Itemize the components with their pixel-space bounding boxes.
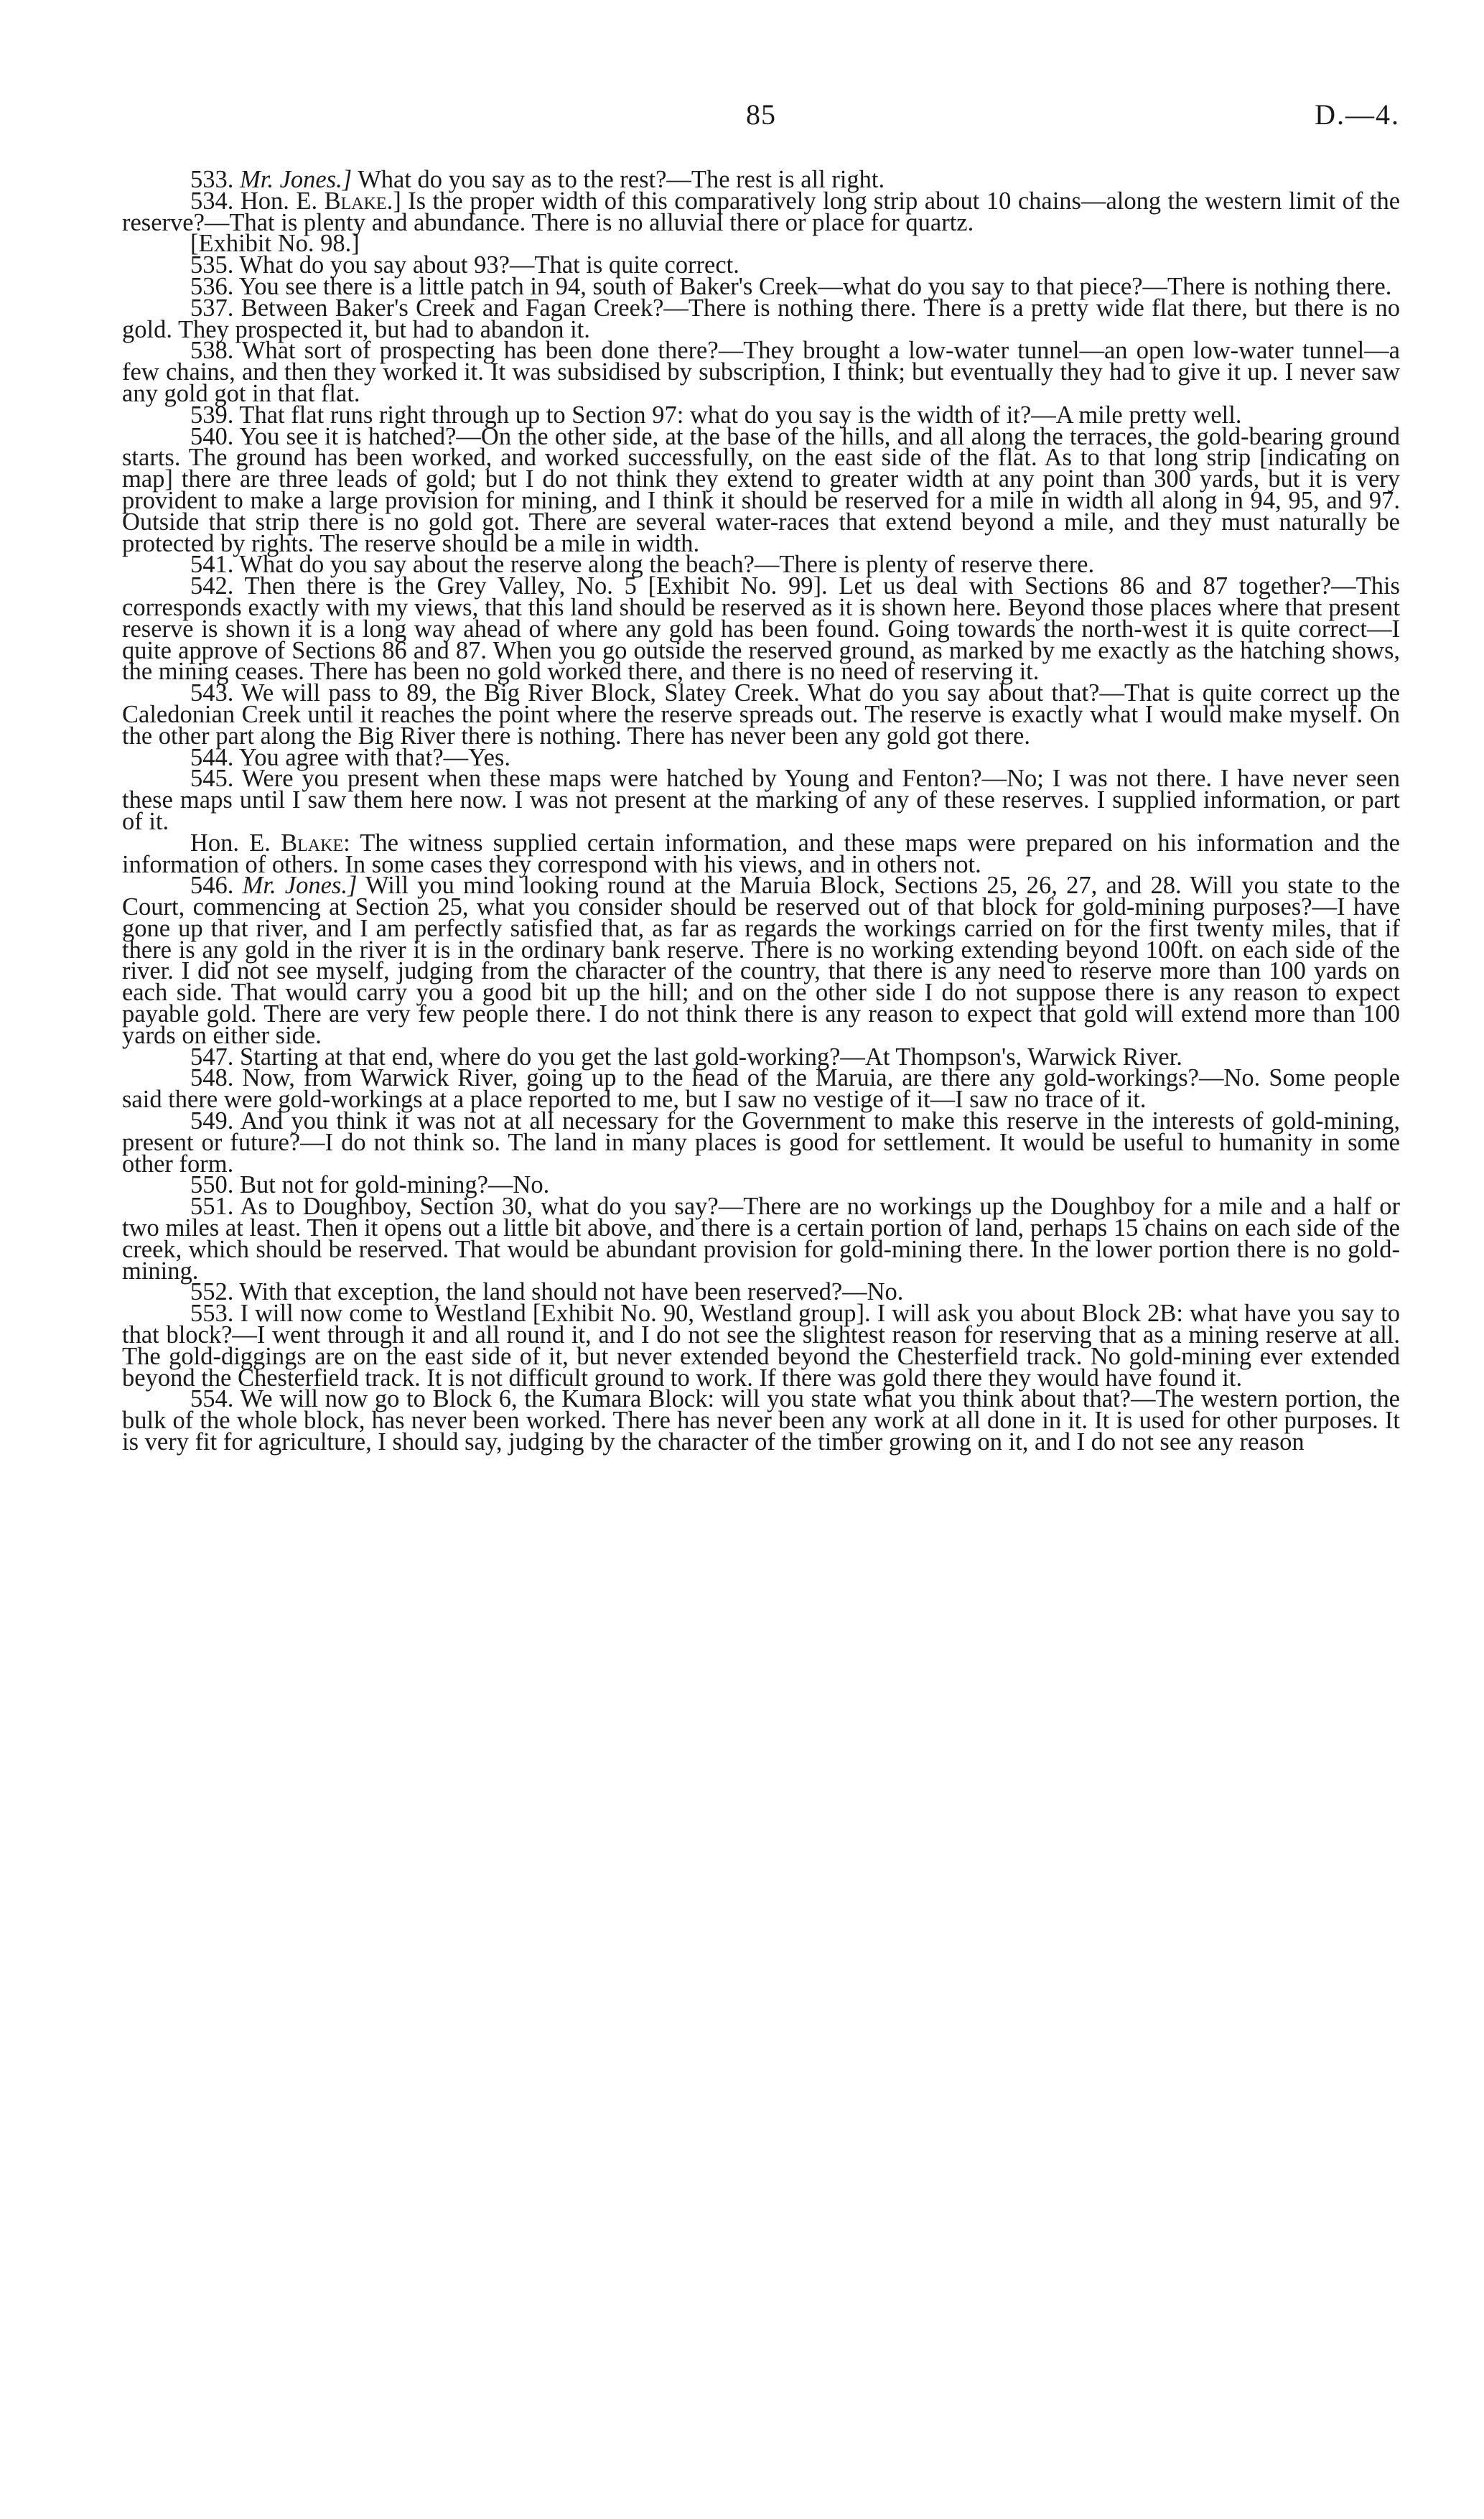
paragraph-553 [122, 1300, 1400, 1392]
paragraph-text: What do you say about 93?—That is quite correct. [239, 251, 739, 279]
paragraph-text: Then there is the Grey Valley, No. 5 [Exhibit No. 99]. Let us deal with Sections 86 and 87 together?—This corresponds exactly with my views, that this land should be reserved as it is shown here. Beyond those places where that present reserve is shown it is a long way ahead of where any gold has been found. Going towards the north-west it is quite correct—I quite approve of Sections 86 and 87. When you go outside the reserved ground, as marked by me exactly as the hatching shows, the mining ceases. There has been no gold worked there, and there is no need of reserving it. [122, 572, 1400, 686]
paragraph-text: The witness supplied certain information, and these maps were prepared on his information and the information of others. In some cases they correspond with his views, and in others not. [122, 829, 1400, 878]
page-number: 85 [746, 98, 776, 131]
paragraph-554 [122, 1385, 1400, 1456]
paragraph-text: You see it is hatched?—On the other side, at the base of the hills, and all along the terraces, the gold-bearing ground starts. The ground has been worked, and worked successfully, on the east side of the flat. As to that long strip [indicating on map] there are three leads of gold; but I do not think they extend to greater width at any point than 300 yards, but it is very provident to make a large provision for mining, and I think it should be reserved for a mile in width all along in 94, 95, and 97. Outside that strip there is no gold got. There are several water-races that extend beyond a mile, and they must naturally be protected by rights. The reserve should be a mile in width. [122, 422, 1400, 557]
question-number: 554. [190, 1385, 234, 1413]
question-number: 544. [190, 743, 234, 771]
paragraph-text: Will you mind looking round at the Maruia Block, Sections 25, 26, 27, and 28. Will you state to the Court, commencing at Section 25, what you consider should be reserved out of that block for gold-mining purposes?—I have gone up that river, and I am perfectly satisfied that, as far as regards the workings carried on for the first twenty miles, that if there is any gold in the river it is in the ordinary bank reserve. There is no working extending beyond 100ft. on each side of the river. I did not see myself, judging from the character of the country, that there is any need to reserve more than 100 yards on each side. That would carry you a good bit up the hill; and on the other side I do not suppose there is any reason to expect payable gold. There are very few people there. I do not think there is any reason to expect that gold will extend more than 100 yards on either side. [122, 872, 1400, 1049]
paragraph-542 [122, 572, 1400, 686]
paragraph-text: We will pass to 89, the Big River Block, Slatey Creek. What do you say about that?—That is quite correct up the Caledonian Creek until it reaches the point where the reserve spreads out. The reserve is exactly what I would make myself. On the other part along the Big River there is nothing. There has never been any gold got there. [122, 679, 1400, 750]
paragraph-537 [122, 294, 1401, 343]
document-body [122, 166, 1401, 1456]
question-number: 541. [190, 551, 234, 579]
paragraph-text: But not for gold-mining?—No. [240, 1171, 550, 1199]
paragraph-text: With that exception, the land should not have been reserved?—No. [239, 1278, 904, 1306]
page-header [122, 98, 1400, 141]
paragraph-text: You agree with that?—Yes. [238, 743, 510, 771]
question-number: 551. [190, 1193, 234, 1221]
speaker-surname: Blake [324, 187, 387, 215]
paragraph-text: You see there is a little patch in 94, south of Baker's Creek—what do you say to that piece?—There is nothing there. [238, 272, 1392, 300]
paragraph-text: That flat runs right through up to Section 97: what do you say is the width of it?—A mile pretty well. [239, 401, 1242, 429]
question-number: 546. [190, 872, 234, 900]
speaker-label: Hon. E. Blake.] [240, 187, 401, 215]
question-number: 545. [190, 765, 234, 793]
document-reference: D.—4. [1315, 98, 1400, 131]
question-number: 534. [190, 187, 234, 215]
paragraph-text: We will now go to Block 6, the Kumara Block: will you state what you think about that?—The western portion, the bulk of the whole block, has never been worked. There has never been any work at all done in it. It is used for other purposes. It is very fit for agriculture, I should say, judging by the character of the timber growing on it, and I do not see any reason [122, 1385, 1400, 1456]
paragraph-text: Is the proper width of this comparatively long strip about 10 chains—along the western limit of the reserve?—That is plenty and abundance. There is no alluvial there or place for quartz. [122, 187, 1401, 236]
question-number: 550. [190, 1171, 234, 1199]
paragraph-text: What sort of prospecting has been done there?—They brought a low-water tunnel—an open low-water tunnel—a few chains, and then they worked it. It was subsidised by subscription, I think; but eventually they had to give it up. I never saw any gold got in that flat. [122, 337, 1400, 407]
question-number: 533. [190, 166, 234, 193]
paragraph-text: Between Baker's Creek and Fagan Creek?—There is nothing there. There is a pretty wide flat there, but there is no gold. They prospected it, but had to abandon it. [122, 294, 1401, 343]
paragraph-text: I will now come to Westland [Exhibit No. 90, Westland group]. I will ask you about Block 2B: what have you say to that block?—I went through it and all round it, and I do not see the slightest reason for reserving that as a mining reserve at all. The gold-diggings are on the east side of it, but never extended beyond the Chesterfield track. No gold-mining ever extended beyond the Chesterfield track. It is not difficult ground to work. If there was gold there they would have found it. [122, 1300, 1400, 1392]
paragraph-text: [Exhibit No. 98.] [190, 230, 360, 258]
question-number: 552. [190, 1278, 234, 1306]
paragraph-549 [122, 1107, 1400, 1178]
question-number: 537. [190, 294, 234, 322]
question-number: 548. [190, 1064, 234, 1092]
paragraph-538 [122, 337, 1400, 407]
paragraph-text: Starting at that end, where do you get the last gold-working?—At Thompson's, Warwick River. [240, 1043, 1182, 1071]
paragraph-543 [122, 679, 1400, 750]
paragraph-540 [122, 422, 1400, 557]
paragraph-text: And you think it was not at all necessary for the Government to make this reserve in the interests of gold-mining, present or future?—I do not think so. The land in many places is good for settlement. It would be useful to humanity in some other form. [122, 1107, 1400, 1178]
paragraph-text: What do you say about the reserve along the beach?—There is plenty of reserve there. [239, 551, 1095, 579]
paragraph-548 [122, 1064, 1400, 1114]
paragraph-text: What do you say as to the rest?—The rest is all right. [358, 166, 885, 193]
paragraph-551 [122, 1193, 1400, 1285]
question-number: 536. [190, 272, 234, 300]
question-number: 543. [190, 679, 234, 707]
paragraph-text: As to Doughboy, Section 30, what do you say?—There are no workings up the Doughboy for a mile and a half or two miles at least. Then it opens out a little bit above, and there is a certain portion of land, perhaps 15 chains on each side of the creek, which should be reserved. That would be abundant provision for gold-mining there. In the lower portion there is no gold-mining. [122, 1193, 1400, 1285]
question-number: 538. [190, 337, 234, 365]
paragraph-text: Now, from Warwick River, going up to the head of the Maruia, are there any gold-workings?—No. Some people said there were gold-workings at a place reported to me, but I saw no vestige of it—I saw no trace of it. [122, 1064, 1400, 1114]
speaker-label: Hon. E. Blake: [190, 829, 350, 857]
paragraph-545 [122, 765, 1400, 835]
question-number: 539. [190, 401, 234, 429]
speaker-label: Mr. Jones.] [240, 166, 353, 193]
question-number: 549. [190, 1107, 234, 1135]
paragraph-blake-statement [122, 829, 1400, 878]
question-number: 547. [190, 1043, 234, 1071]
question-number: 553. [190, 1300, 234, 1328]
paragraph-546 [122, 872, 1400, 1049]
question-number: 535. [190, 251, 234, 279]
question-number: 542. [190, 572, 234, 600]
paragraph-534 [122, 187, 1401, 236]
question-number: 540. [190, 422, 234, 450]
paragraph-text: Were you present when these maps were hatched by Young and Fenton?—No; I was not there. I have never seen these maps until I saw them here now. I was not present at the marking of any of these reserves. I supplied information, or part of it. [122, 765, 1400, 835]
speaker-surname: Blake [281, 829, 344, 857]
speaker-label: Mr. Jones.] [242, 872, 358, 900]
